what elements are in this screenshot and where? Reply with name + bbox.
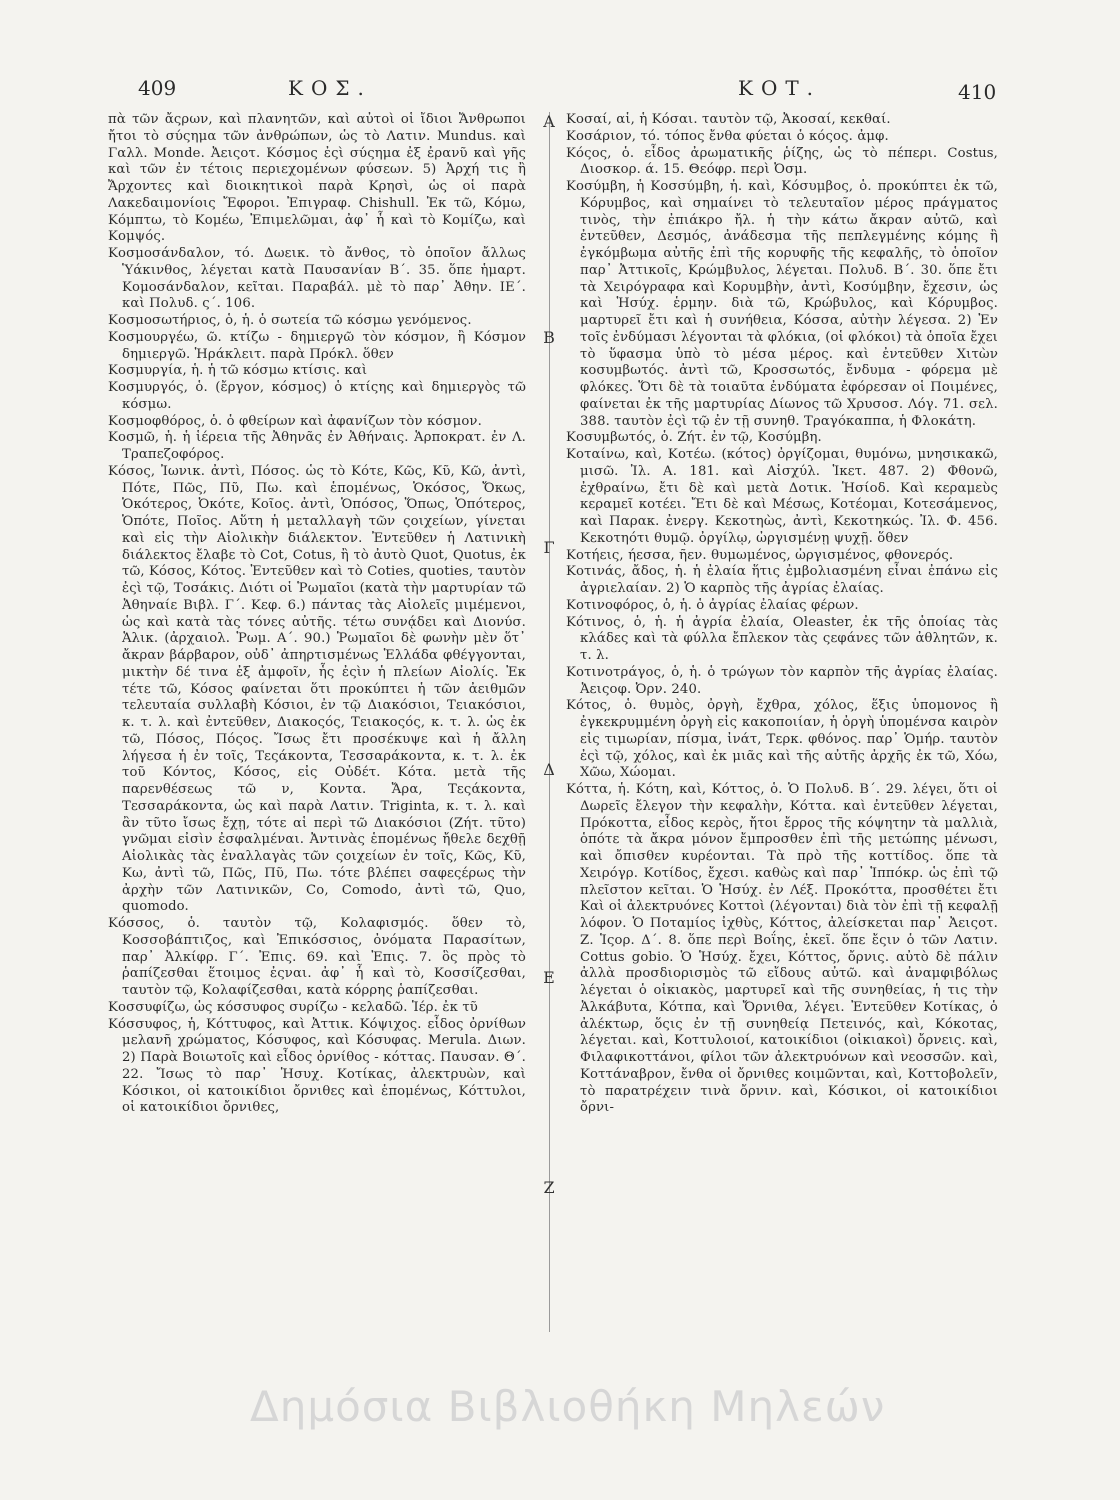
- library-watermark: Δημόσια Βιβλιοθήκη Μηλεών: [250, 1382, 886, 1431]
- section-letter-c: Γ: [543, 538, 555, 557]
- entry-kotinos: Κότινος, ὁ, ἡ. ἡ ἀγρία ἐλαία, Oleaster, ἐκ τῆς ὁποίας τὰς κλάδες καὶ τὰ φύλλα ἔπλεκον τὰς ςεφάνες τῶν ἀθλητῶν, κ. τ. λ.: [566, 614, 998, 663]
- page-number-right: 410: [958, 80, 997, 104]
- entry-kosmosoterios: Κοσμοσωτήριος, ὁ, ἡ. ὁ σωτεία τῶ κόσμω γενόμενος.: [108, 313, 472, 328]
- entry-kostos: Κόςος, ὁ. εἶδος ἀρωματικῆς ῥίζης, ὡς τὸ πέπερι. Costus, Διοσκορ. ά. 15. Θεόφρ. περὶ Ὀσμ.: [566, 145, 998, 178]
- section-letter-f: Z: [543, 1178, 555, 1197]
- entry-kosymbe: Κοσύμβη, ἡ Κοσσύμβη, ἡ. καὶ, Κόσυμβος, ὁ. προκύπτει ἐκ τῶ, Κόρυμβος, καὶ σημαίνει τὸ τελευταῖον μέρος πράγματος τινὸς, τὴν ἐπιάκρο ἤλ. ἡ τὴν κάτω ἄκραν αὐτῶ, καὶ ἐντεῦθεν, Δεσμός, ἀνάδεσμα τῆς πεπλεγμένης κόμης ἢ ἐγκόμβωμα αὐτῆς ἐπὶ τῆς κορυφῆς τῆς κεφαλῆς, τὸ ὁποῖον παρ᾽ Ἀττικοῖς, Κρώμβυλος, λέγεται. Πολυδ. Β΄. 30. ὅπε ἔτι τὰ Χειρόγραφα καὶ Κορυμβὴν, ἀντὶ, Κοσύμβην, ἔχεσιν, ὡς καὶ Ἡσύχ. ἑρμην. διὰ τῶ, Κρώβυλος, καὶ Κόρυμβος. μαρτυρεῖ ἔτι καὶ ἡ συνήθεια, Κόσσα, αὐτὴν λέγεσα. 2) Ἐν τοῖς ἐνδύμασι λέγονται τὰ φλόκια, (οἱ φλόκοι) τὰ ὁποῖα ἔχει τὸ ὕφασμα ὑπὸ τὸ μέσα μέρος. καὶ ἐντεῦθεν Χιτὼν κοσυμβωτός. ἀντὶ τῶ, Κροσσωτός, ἔνδυμα - φόρεμα μὲ φλόκες. Ὅτι δὲ τὰ τοιαῦτα ἐνδύματα ἐφόρεσαν οἱ Ποιμένες, φαίνεται ἐκ τῆς μαρτυρίας Δίωνος τῶ Χρυσοσ. Λόγ. 71. σελ. 388. ταυτὸν ἐςὶ τῷ ἐν τῇ συνηθ. Τραγόκαππα, ἡ Φλοκάτη.: [566, 179, 998, 429]
- entry-kosai: Κοσαί, αἱ, ἡ Κόσαι. ταυτὸν τῷ, Ἀκοσαί, κεκθαί.: [566, 112, 891, 127]
- entry-kossos: Κόσσος, ὁ. ταυτὸν τῷ, Κολαφισμός. ὅθεν τὸ, Κοσσοβάπτιζος, καὶ Ἐπικόσσιος, ὀνόματα Παρασίτων, παρ᾽ Ἀλκίφρ. Γ΄. Ἐπις. 69. καὶ Ἐπις. 7. ὃς πρὸς τὸ ῥαπίζεσθαι ἕτοιμος ἐςναι. ἀφ᾽ ἧ καὶ τὸ, Κοσσίζεσθαι, ταυτὸν τῷ, Κολαφίζεσθαι, κατὰ κόρρης ῥαπίζεσθαι.: [108, 916, 526, 998]
- running-headword-right: ΚΟΤ.: [738, 76, 822, 100]
- column-divider: [549, 112, 550, 1332]
- entry-kotinotragos: Κοτινοτράγος, ὁ, ἡ. ὁ τρώγων τὸν καρπὸν τῆς ἀγρίας ἐλαίας. Ἀειςοφ. Ὀρν. 240.: [566, 664, 998, 697]
- entry-kossyphizo: Κοσσυφίζω, ὡς κόσσυφος συρίζω - κελαδῶ. Ἱέρ. ἐκ τῦ: [108, 999, 478, 1015]
- entry-continuation: πὰ τῶν ἄςρων, καὶ πλανητῶν, καὶ αὐτοὶ οἱ ἴδιοι Ἄνθρωποι ἤτοι τὸ σύςημα τῶν ἀνθρώπων, ὡς τὸ Λατιν. Mundus. καὶ Γαλλ. Monde. Ἀειςοτ. Κόσμος ἐςὶ σύςημα ἐξ ἐρανῦ καὶ γῆς καὶ τῶν ἐν τέτοις περιεχομένων φύσεων. 5) Ἀρχή τις ἢ Ἄρχοντες καὶ διοικητικοὶ παρὰ Κρησὶ, ὡς οἱ παρὰ Λακεδαιμονίοις Ἔφοροι. Ἐπιγραφ. Chishull. Ἐκ τῶ, Κόμω, Κόμπτω, τὸ Κομέω, Ἐπιμελῶμαι, ἀφ᾽ ἧ καὶ τὸ Κομίζω, καὶ Κομψός.: [108, 112, 526, 245]
- entry-kosarion: Κοσάριον, τό. τόπος ἔνθα φύεται ὁ κόςος. ἀμφ.: [566, 128, 889, 144]
- entry-kotaino: Κοταίνω, καὶ, Κοτέω. (κότος) ὀργίζομαι, θυμόνω, μνησικακῶ, μισῶ. Ἰλ. Α. 181. καὶ Αἰσχύλ. Ἱκετ. 487. 2) Φθονῶ, ἐχθραίνω, ἔτι δὲ καὶ μετὰ Δοτικ. Ἡσίοδ. Καὶ κεραμεὺς κεραμεῖ κοτέει. Ἔτι δὲ καὶ Μέσως, Κοτέομαι, Κοτεσάμενος, καὶ Παρακ. ἐνεργ. Κεκοτηὼς, ἀντὶ, Κεκοτηκώς. Ἰλ. Φ. 456. Κεκοτηότι θυμῷ. ὀργίλῳ, ὠργισμένῃ ψυχῇ. ὅθεν: [566, 447, 998, 546]
- entry-kosymbotos: Κοσυμβωτός, ὁ. Ζήτ. ἐν τῷ, Κοσύμβη.: [566, 430, 822, 446]
- section-letter-b: B: [543, 328, 555, 347]
- entry-koteeis: Κοτήεις, ήεσσα, ῆεν. θυμωμένος, ὠργισμένος, φθονερός.: [566, 547, 954, 563]
- entry-kosos: Κόσος, Ἰωνικ. ἀντὶ, Πόσος. ὡς τὸ Κότε, Κῶς, Κῦ, Κῶ, ἀντὶ, Πότε, Πῶς, Πῦ, Πω. καὶ ἑπομένως, Ὁκόσος, Ὄκως, Ὁκότερος, Ὀκότε, Κοῖος. ἀντὶ, Ὁπόσος, Ὅπως, Ὁπότερος, Ὁπότε, Ποῖος. Αὕτη ἡ μεταλλαγὴ τῶν ςοιχείων, γίνεται καὶ εἰς τὴν Αἰολικὴν διάλεκτον. Ἐντεῦθεν ἡ Λατινικὴ διάλεκτος ἔλαβε τὸ Cot, Cotus, ἢ τὸ ἀυτὸ Quot, Quotus, ἐκ τῶ, Κόσος, Κότος. Ἐντεῦθεν καὶ τὸ Coties, quoties, ταυτὸν ἐςὶ τῷ, Τοσάκις. Διότι οἱ Ῥωμαῖοι (κατὰ τὴν μαρτυρίαν τῶ Ἀθηναίε Βιβλ. Γ΄. Κεφ. 6.) πάντας τὰς Αἰολεῖς μιμέμενοι, ὡς καὶ κατὰ τὰς τόνες αὐτῆς. τέτω συνᾴδει καὶ Διονύσ. Ἁλικ. (ἀρχαιολ. Ῥωμ. Α΄. 90.) Ῥωμαῖοι δὲ φωνὴν μὲν ὅτ᾽ ἄκραν βάρβαρον, οὐδ᾽ ἀπηρτισμένως Ἑλλάδα φθέγγονται, μικτὴν δέ τινα ἐξ ἀμφοῖν, ἧς ἐςὶν ἡ πλείων Αἰολίς. Ἐκ τέτε τῶ, Κόσος φαίνεται ὅτι προκύπτει ἡ τῶν ἀειθμῶν τελευταία συλλαβὴ Κόσιοι, ἐν τῷ Διακόσιοι, Τειακόσιοι, κ. τ. λ. καὶ ἐντεῦθεν, Διακοςός, Τειακοςός, κ. τ. λ. ὡς ἐκ τῶ, Πόσος, Πόςος. Ἴσως ἔτι προσέκυψε καὶ ἡ ἄλλη λήγεσα ἡ ἐν τοῖς, Τεςάκοντα, Τεσσαράκοντα, κ. τ. λ. ἐκ τοῦ Κόντος, Κόσος, εἰς Οὐδέτ. Κότα. μετὰ τῆς παρενθέσεως τῶ ν, Κοντα. Ἄρα, Τεςάκοντα, Τεσσαράκοντα, ὡς καὶ παρὰ Λατιν. Triginta, κ. τ. λ. καὶ ἂν τῦτο ἴσως ἔχῃ, τότε αἱ περὶ τῶ Διακόσιοι (Ζήτ. τῦτο) γνῶμαι εἰσὶν ἐσφαλμέναι. Ἀντινὰς ἑπομένως ἤθελε δεχθῇ Αἰολικὰς τὰς ἐναλλαγὰς τῶν ςοιχείων ἐν τοῖς, Κῶς, Κῦ, Κω, ἀντὶ τῶ, Πῶς, Πῦ, Πω. τότε βλέπει σαφεςέρως τὴν ἀρχὴν τῶν Λατινικῶν, Co, Comodo, ἀντὶ τῶ, Quo, quomodo.: [108, 463, 526, 915]
- entry-kosmourgeo: Κοσμουργέω, ῶ. κτίζω - δημιεργῶ τὸν κόσμον, ἢ Κόσμον δημιεργῶ. Ἡράκλειτ. παρὰ Πρόκλ. ὅθεν: [108, 329, 526, 362]
- section-letter-a: A: [543, 112, 555, 131]
- page-number-left: 409: [138, 76, 177, 100]
- entry-kosmo: Κοσμῶ, ἡ. ἡ ἱέρεια τῆς Ἀθηνᾶς ἐν Ἀθήναις. Ἁρποκρατ. ἐν Λ. Τραπεζοφόρος.: [108, 430, 526, 462]
- entry-kotinophoros: Κοτινοφόρος, ὁ, ἡ. ὁ ἀγρίας ἐλαίας φέρων.: [566, 597, 859, 613]
- running-headword-left: ΚΟΣ.: [288, 76, 372, 100]
- entry-kosmurgos: Κοσμυργός, ὁ. (ἔργον, κόσμος) ὁ κτίςης καὶ δημιεργὸς τῶ κόσμω.: [108, 380, 526, 412]
- section-letter-d: Δ: [543, 760, 555, 779]
- entry-kossyphos: Κόσσυφος, ἡ, Κόττυφος, καὶ Ἀττικ. Κόψιχος. εἶδος ὀρνίθων μελανῆ χρώματος, Κόσυφος, καὶ Κόσυφας. Merula. Διων. 2) Παρὰ Βοιωτοῖς καὶ εἶδος ὀρνίθος - κόττας. Παυσαν. Θ΄. 22. Ἴσως τὸ παρ᾽ Ἡσυχ. Κοτίκας, ἀλεκτρυὼν, καὶ Κόσικοι, οἱ κατοικίδιοι ὄρνιθες καὶ ἑπομένως, Κόττυλοι, οἱ κατοικίδιοι ὄρνιθες,: [108, 1016, 526, 1116]
- entry-kosmosandalon: Κοσμοσάνδαλον, τό. Δωεικ. τὸ ἄνθος, τὸ ὁποῖον ἄλλως Ὑάκινθος, λέγεται κατὰ Παυσανίαν Β΄. 35. ὅπε ἡμαρτ. Κομοσάνδαλον, κεῖται. Παραβάλ. μὲ τὸ παρ᾽ Ἀθην. ΙΕ΄. καὶ Πολυδ. ς΄. 106.: [108, 246, 526, 312]
- left-column: [108, 112, 526, 1344]
- section-letter-e: E: [543, 968, 555, 987]
- entry-kotos: Κότος, ὁ. θυμὸς, ὀργὴ, ἔχθρα, χόλος, ἕξις ὑπομονος ἢ ἐγκεκρυμμένη ὀργὴ εἰς κακοποιίαν, ἡ ὀργὴ ὑπομένσα καιρὸν εἰς τιμωρίαν, πίσμα, ἰνάτ, Τερκ. φθόνος. παρ᾽ Ὁμήρ. ταυτὸν ἐςὶ τῷ, χόλος, καὶ ἐκ μιᾶς καὶ τῆς αὐτῆς ἀρχῆς ἐκ τῶ, Χόω, Χῶω, Χώομαι.: [566, 698, 998, 781]
- right-column: [566, 112, 998, 1372]
- entry-kosmurgia: Κοσμυργία, ἡ. ἡ τῶ κόσμω κτίσις. καὶ: [108, 363, 368, 379]
- entry-kotinas: Κοτινάς, ἄδος, ἡ. ἡ ἐλαία ἥτις ἐμβολιασμένη εἶναι ἐπάνω εἰς ἀγριελαίαν. 2) Ὁ καρπὸς τῆς ἀγρίας ἐλαίας.: [566, 564, 998, 596]
- entry-kosmophthoros: Κοσμοφθόρος, ὁ. ὁ φθείρων καὶ ἀφανίζων τὸν κόσμον.: [108, 413, 482, 429]
- entry-kotta: Κόττα, ἡ. Κότη, καὶ, Κόττος, ὁ. Ὁ Πολυδ. Β΄. 29. λέγει, ὅτι οἱ Δωρεῖς ἔλεγον τὴν κεφαλὴν, Κόττα. καὶ ἐντεῦθεν λέγεται, Πρόκοττα, εἶδος κερὸς, ἤτοι ἔρρος τῆς κόψητην τὰ μαλλιὰ, ὁπότε τὰ ἄκρα μόνον ἔμπροσθεν ἐπὶ τῆς μετώπης μένωσι, καὶ ὄπισθεν κυρέονται. Τὰ πρὸ τῆς κοττίδος. ὅπε τὰ Χειρόγρ. Κοτίδος, ἔχεσι. καθὼς καὶ παρ᾽ Ἱππόκρ. ὡς ἐπὶ τῷ πλεῖστον κεῖται. Ὁ Ἡσύχ. ἐν Λέξ. Προκόττα, προσθέτει ἔτι Καὶ οἱ ἀλεκτρυόνες Κοττοὶ (λέγονται) διὰ τὸν ἐπὶ τῇ κεφαλῇ λόφον. Ὁ Ποταμίος ἰχθὺς, Κόττος, ἀλείσκεται παρ᾽ Ἀειςοτ. Ζ. Ἱςορ. Δ΄. 8. ὅπε περὶ Βοΐης, ἐκεῖ. ὅπε ἔςιν ὁ τῶν Λατιν. Cottus gobio. Ὁ Ἡσύχ. ἔχει, Κόττος, ὄρνις. αὐτὸ δὲ πάλιν ἀλλὰ προσδιορισμὸς τῶ εἴδους αὐτῶ. καὶ ἀναμφιβόλως λέγεται ὁ οἰκιακὸς, μαρτυρεῖ καὶ τῆς συνηθείας, ἡ τις τὴν Ἀλκάβυτα, Κότπα, καὶ Ὄρνιθα, λέγει. Ἐντεῦθεν Κοτίκας, ὁ ἀλέκτωρ, ὅςις ἐν τῇ συνηθείᾳ Πετεινός, καὶ, Κόκοτας, λέγεται. καὶ, Κοττυλοιοί, κατοικίδιοι (οἰκιακοὶ) ὄρνεις. καὶ, Φιλαφικοττάνοι, φίλοι τῶν ἀλεκτρυόνων καὶ νεοσσῶν. καὶ, Κοττάναβρον, ἔνθα οἱ ὄρνιθες κοιμῶνται, καὶ, Κοττοβολεῖν, τὸ παρατρέχειν τινὰ ὄρνιν. καὶ, Κόσικοι, οἱ κατοικίδιοι ὄρνι-: [566, 782, 998, 1116]
- running-header: [0, 72, 1120, 112]
